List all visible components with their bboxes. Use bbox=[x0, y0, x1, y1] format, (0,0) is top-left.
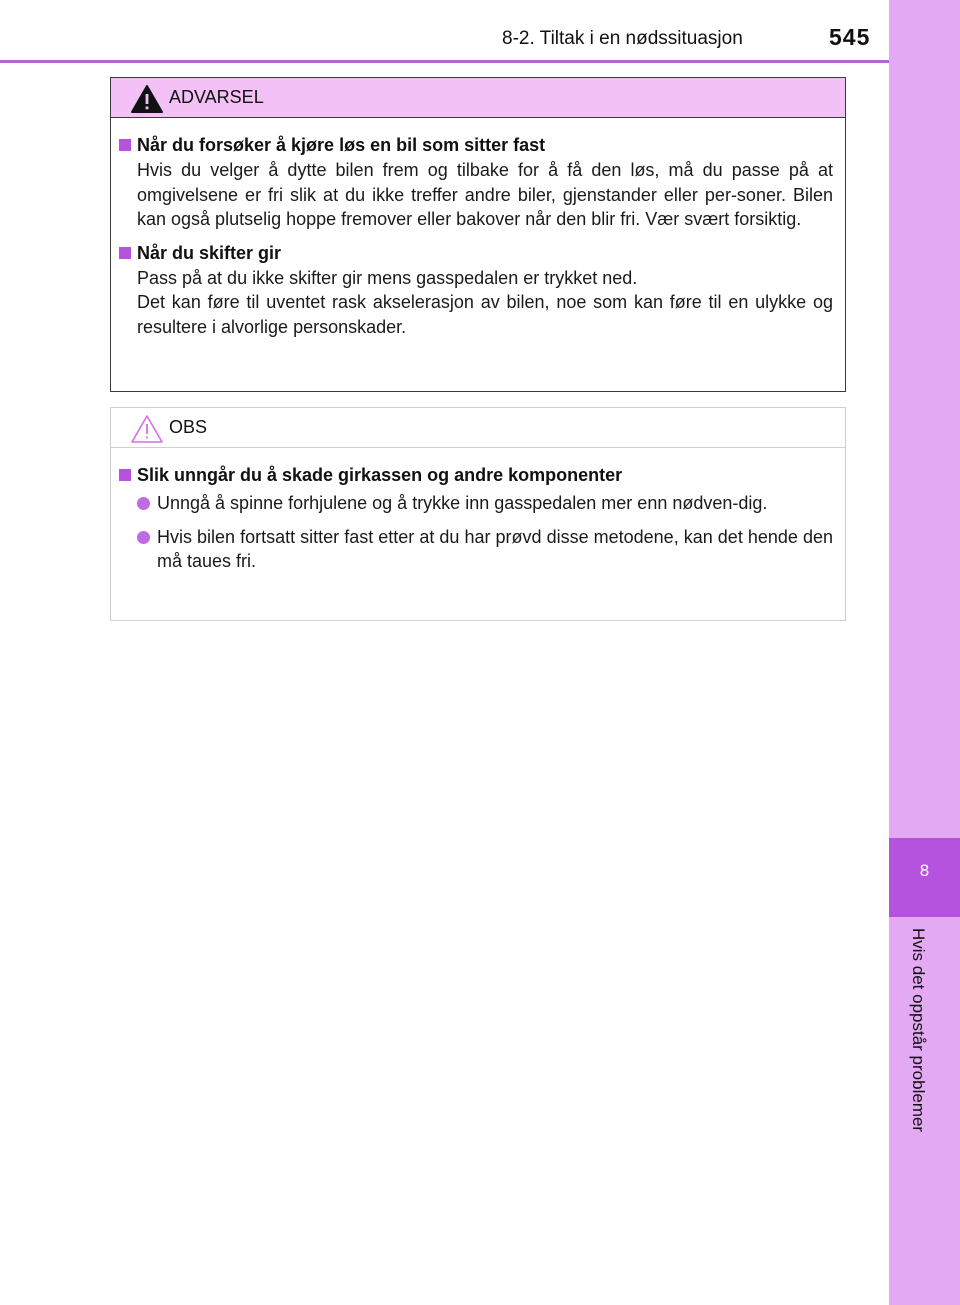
paragraph: Det kan føre til uventet rask akselerasjon av bilen, noe som kan føre til en ulykke og resultere i alvorlige personskader. bbox=[137, 292, 833, 337]
warning-box-header bbox=[111, 78, 845, 118]
paragraph: Pass på at du ikke skifter gir mens gasspedalen er trykket ned. bbox=[137, 267, 638, 288]
caution-section bbox=[119, 463, 833, 574]
chapter-title: Hvis det oppstår problemer bbox=[909, 928, 928, 1133]
section-heading: Slik unngår du å skade girkassen og andre komponenter bbox=[119, 463, 833, 488]
warning-section bbox=[119, 241, 833, 340]
caution-title: OBS bbox=[169, 417, 208, 437]
round-bullet-icon bbox=[137, 531, 150, 544]
warning-box bbox=[110, 77, 846, 392]
square-bullet-icon bbox=[119, 247, 131, 259]
list-item: Hvis bilen fortsatt sitter fast etter at du har prøvd disse metodene, kan det hende den må taues fri. bbox=[119, 525, 833, 574]
caution-box-header bbox=[111, 408, 845, 448]
warning-body bbox=[111, 118, 845, 339]
section-heading: Når du forsøker å kjøre løs en bil som sitter fast bbox=[119, 133, 833, 158]
square-bullet-icon bbox=[119, 139, 131, 151]
paragraph: Hvis du velger å dytte bilen frem og tilbake for å få den løs, må du passe på at omgivelsene er fri slik at du ikke treffer andre biler, gjenstander eller per-soner. Bilen kan også plutselig hoppe fremover eller bakover når den blir fri. Vær svært forsiktig. bbox=[137, 160, 833, 229]
caution-body bbox=[111, 448, 845, 574]
caution-box bbox=[110, 407, 846, 621]
warning-triangle-filled-icon bbox=[130, 84, 164, 114]
warning-triangle-outline-icon bbox=[130, 414, 164, 444]
round-bullet-icon bbox=[137, 497, 150, 510]
section-title: 8-2. Tiltak i en nødssituasjon bbox=[502, 28, 743, 49]
chapter-number: 8 bbox=[919, 861, 930, 880]
warning-title: ADVARSEL bbox=[169, 87, 264, 107]
header-rule bbox=[0, 60, 889, 63]
warning-section bbox=[119, 133, 833, 232]
page-number: 545 bbox=[829, 24, 871, 50]
section-heading: Når du skifter gir bbox=[119, 241, 833, 266]
list-item: Unngå å spinne forhjulene og å trykke inn gasspedalen mer enn nødven-dig. bbox=[119, 491, 833, 516]
square-bullet-icon bbox=[119, 469, 131, 481]
chapter-number-tab bbox=[889, 838, 960, 917]
